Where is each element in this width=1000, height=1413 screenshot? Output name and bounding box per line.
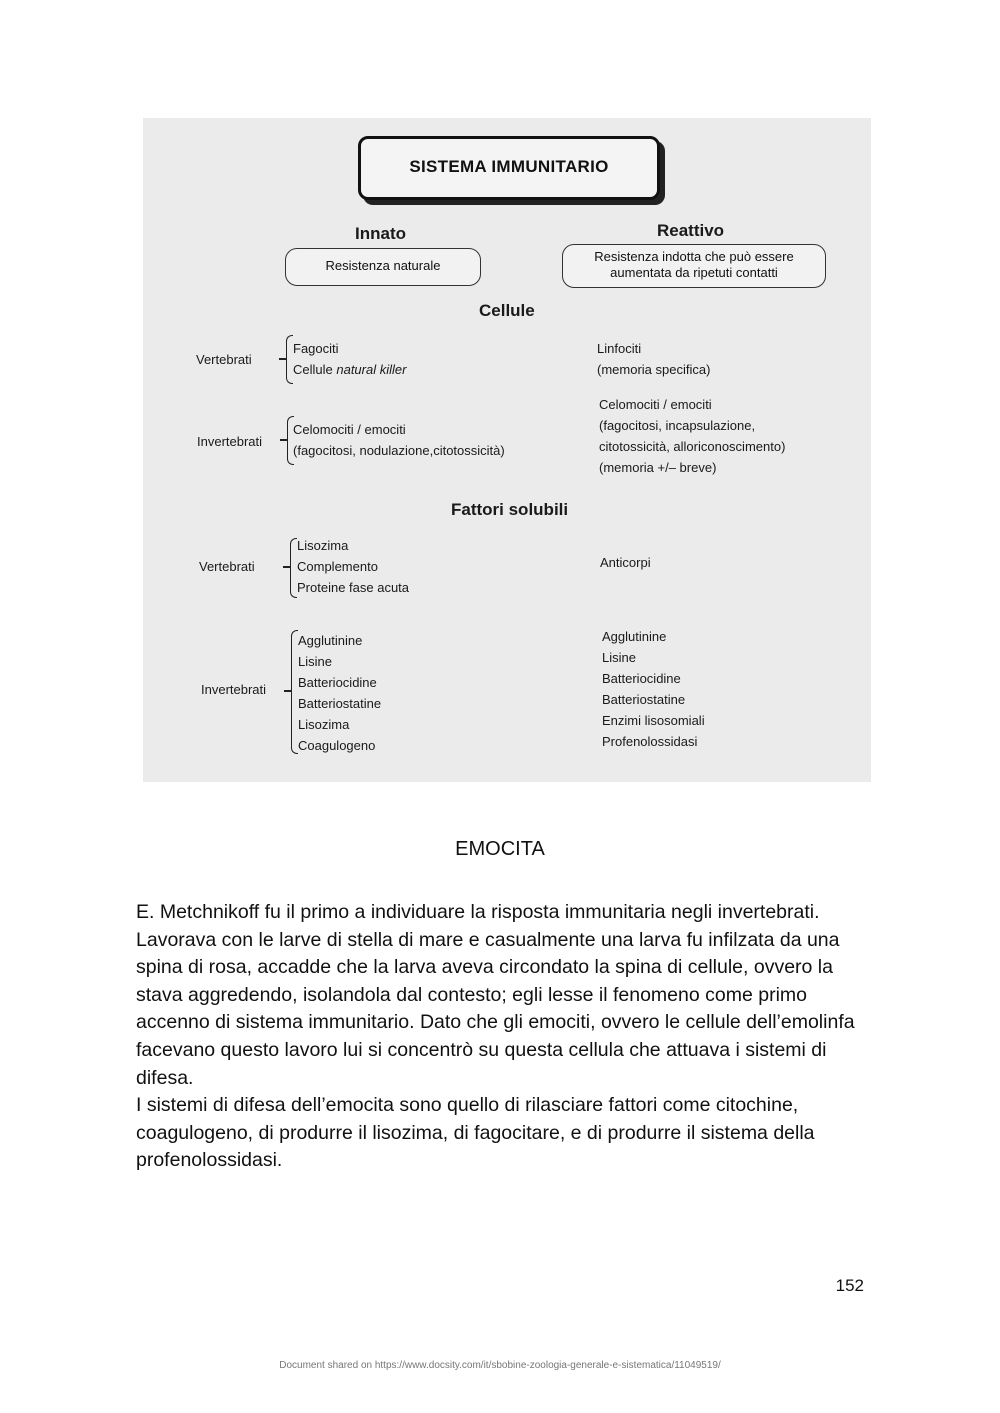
fattori-vertebrati-label: Vertebrati	[199, 559, 255, 574]
paragraph: I sistemi di difesa dell’emocita sono quello di rilasciare fattori come citochine, coagulogeno, di produrre il lisozima, di fagocitare, e di produrre il sistema della profenolossidasi.	[136, 1094, 815, 1172]
fattori-heading: Fattori solubili	[451, 500, 569, 519]
list-item: (memoria +/– breve)	[599, 460, 717, 475]
list-item: Agglutinine	[298, 633, 363, 648]
fattori-invertebrati-label: Invertebrati	[201, 682, 267, 697]
list-item: Lisozima	[298, 717, 350, 732]
list-item: Lisine	[298, 654, 332, 669]
brace-nub	[280, 439, 287, 441]
list-item: Enzimi lisosomiali	[602, 713, 705, 728]
list-item: Cellule natural killer	[293, 362, 407, 377]
innato-box	[285, 248, 481, 286]
list-item: (memoria specifica)	[597, 362, 711, 377]
list-item: Agglutinine	[602, 629, 667, 644]
innato-heading: Innato	[355, 224, 406, 243]
list-item: Lisine	[602, 650, 636, 665]
fattori-vertebrati-innato	[297, 535, 409, 598]
list-item: Batteriostatine	[602, 692, 686, 707]
brace	[291, 630, 298, 754]
brace-nub	[283, 566, 290, 568]
fattori-vertebrati-reattivo	[600, 552, 651, 573]
reattivo-box-line2: aumentata da ripetuti contatti	[610, 265, 778, 280]
list-item: (fagocitosi, nodulazione,citotossicità)	[293, 443, 505, 458]
cellule-invertebrati-label: Invertebrati	[197, 434, 263, 449]
brace-nub	[284, 690, 291, 692]
cellule-invertebrati-innato	[293, 419, 505, 461]
list-item: Lisozima	[297, 538, 349, 553]
list-item: Profenolossidasi	[602, 734, 698, 749]
cellule-heading: Cellule	[479, 301, 535, 320]
list-item: citotossicità, alloriconoscimento)	[599, 439, 786, 454]
section-title: EMOCITA	[455, 838, 545, 860]
diagram-title-box	[358, 136, 660, 200]
list-item: Coagulogeno	[298, 738, 376, 753]
paragraph: E. Metchnikoff fu il primo a individuare la risposta immunitaria negli invertebrati. Lavorava con le larve di stella di mare e casualmente una larva fu infilzata da una spina di rosa, accadde che la larva aveva circondato la spina di cellule, ovvero la stava aggredendo, isolandola dal contesto; egli lesse il fenomeno come primo accenno di sistema immunitario. Dato che gli emociti, ovvero le cellule dell’emolinfa facevano questo lavoro lui si concentrò su questa cellula che attuava i sistemi di difesa.	[136, 901, 855, 1089]
reattivo-box	[562, 244, 826, 288]
body-text	[136, 899, 876, 1175]
brace	[290, 538, 297, 598]
immune-system-diagram	[143, 118, 871, 782]
list-item: Celomociti / emociti	[599, 397, 712, 412]
list-item: Batteriostatine	[298, 696, 382, 711]
list-item: (fagocitosi, incapsulazione,	[599, 418, 756, 433]
reattivo-box-line1: Resistenza indotta che può essere	[594, 249, 794, 264]
list-item: Anticorpi	[600, 555, 651, 570]
page-number: 152	[835, 1276, 864, 1295]
cellule-vertebrati-label: Vertebrati	[196, 352, 252, 367]
innato-box-text: Resistenza naturale	[325, 258, 441, 273]
fattori-invertebrati-innato	[298, 630, 381, 756]
reattivo-heading: Reattivo	[657, 221, 725, 240]
list-item: Batteriocidine	[602, 671, 681, 686]
list-item: Complemento	[297, 559, 378, 574]
list-item: Fagociti	[293, 341, 339, 356]
italic-term: natural killer	[336, 362, 407, 377]
footer-link[interactable]: Document shared on https://www.docsity.com/it/sbobine-zoologia-generale-e-sistematica/11049519/	[279, 1360, 721, 1371]
list-item: Linfociti	[597, 341, 642, 356]
cellule-vertebrati-reattivo	[597, 338, 710, 380]
diagram-title: SISTEMA IMMUNITARIO	[409, 157, 609, 176]
list-item: Proteine fase acuta	[297, 580, 410, 595]
brace-nub	[279, 358, 286, 360]
cellule-invertebrati-reattivo	[599, 394, 785, 478]
fattori-invertebrati-reattivo	[602, 626, 705, 752]
brace	[286, 335, 293, 384]
list-item: Batteriocidine	[298, 675, 377, 690]
list-item: Celomociti / emociti	[293, 422, 406, 437]
cellule-vertebrati-innato	[293, 338, 406, 380]
